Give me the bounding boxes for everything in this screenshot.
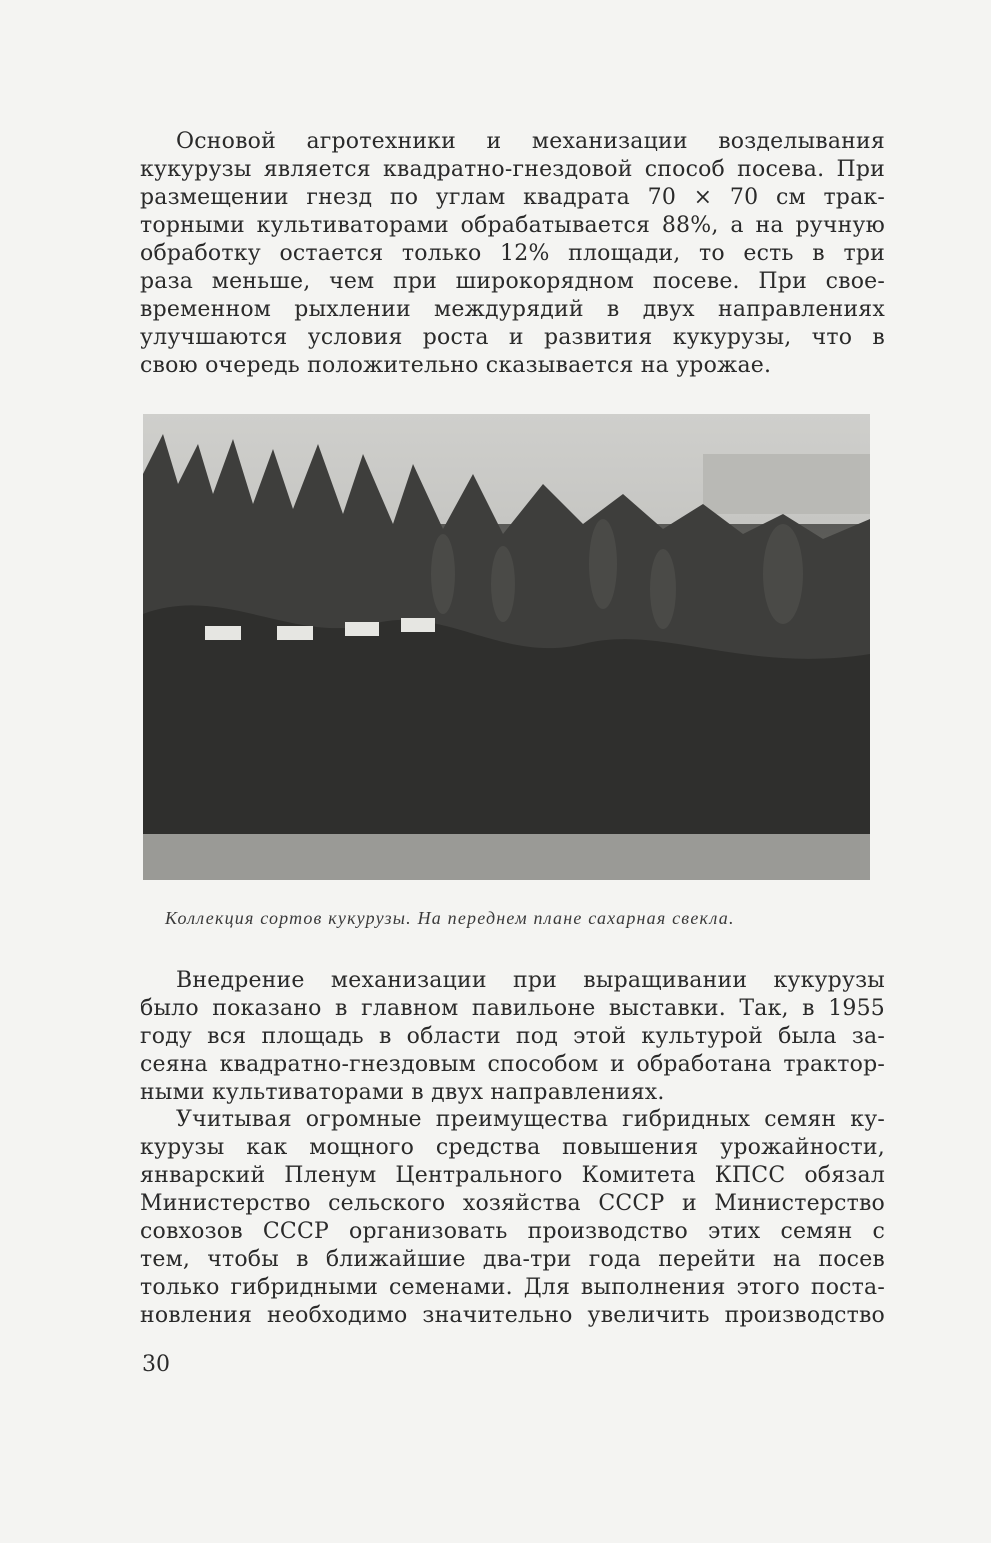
text-line: было показано в главном павильоне выставки. Так, в 1955 xyxy=(140,996,885,1021)
text-line: новления необходимо значительно увеличить производство xyxy=(140,1303,885,1328)
text-line: кукурузы является квадратно-гнездовой способ посева. При xyxy=(140,157,885,182)
text-line: Учитывая огромные преимущества гибридных семян ку- xyxy=(176,1107,885,1132)
text-line: году вся площадь в области под этой культурой была за- xyxy=(140,1024,885,1049)
text-line: сеяна квадратно-гнездовым способом и обработана трактор- xyxy=(140,1052,885,1077)
paragraph-2 xyxy=(140,967,885,1107)
paragraph-3 xyxy=(140,1106,885,1330)
text-line: Внедрение механизации при выращивании кукурузы xyxy=(176,968,885,993)
text-line: обработку остается только 12% площади, то есть в три xyxy=(140,241,885,266)
text-line: январский Пленум Центрального Комитета КПСС обязал xyxy=(140,1163,885,1188)
text-line: Основой агротехники и механизации возделывания xyxy=(176,129,885,154)
paragraph-1 xyxy=(140,128,885,380)
text-line: раза меньше, чем при широкорядном посеве. При свое- xyxy=(140,269,885,294)
page-number: 30 xyxy=(142,1352,170,1377)
text-line: только гибридными семенами. Для выполнения этого поста- xyxy=(140,1275,885,1300)
text-line: тем, чтобы в ближайшие два-три года перейти на посев xyxy=(140,1247,885,1272)
text-line: свою очередь положительно сказывается на урожае. xyxy=(140,353,772,378)
text-line: размещении гнезд по углам квадрата 70 × 70 см трак- xyxy=(140,185,885,210)
text-line: курузы как мощного средства повышения урожайности, xyxy=(140,1135,885,1160)
text-line: улучшаются условия роста и развития кукурузы, что в xyxy=(140,325,885,350)
text-line: совхозов СССР организовать производство этих семян с xyxy=(140,1219,885,1244)
text-line: временном рыхлении междурядий в двух направлениях xyxy=(140,297,885,322)
corn-collection-photo xyxy=(143,414,870,880)
photo-illustration xyxy=(143,414,870,880)
text-line: Министерство сельского хозяйства СССР и Министерство xyxy=(140,1191,885,1216)
text-line: ными культиваторами в двух направлениях. xyxy=(140,1080,665,1105)
text-line: торными культиваторами обрабатывается 88%, а на ручную xyxy=(140,213,885,238)
photo-caption: Коллекция сортов кукурузы. На переднем плане сахарная свекла. xyxy=(165,908,735,928)
